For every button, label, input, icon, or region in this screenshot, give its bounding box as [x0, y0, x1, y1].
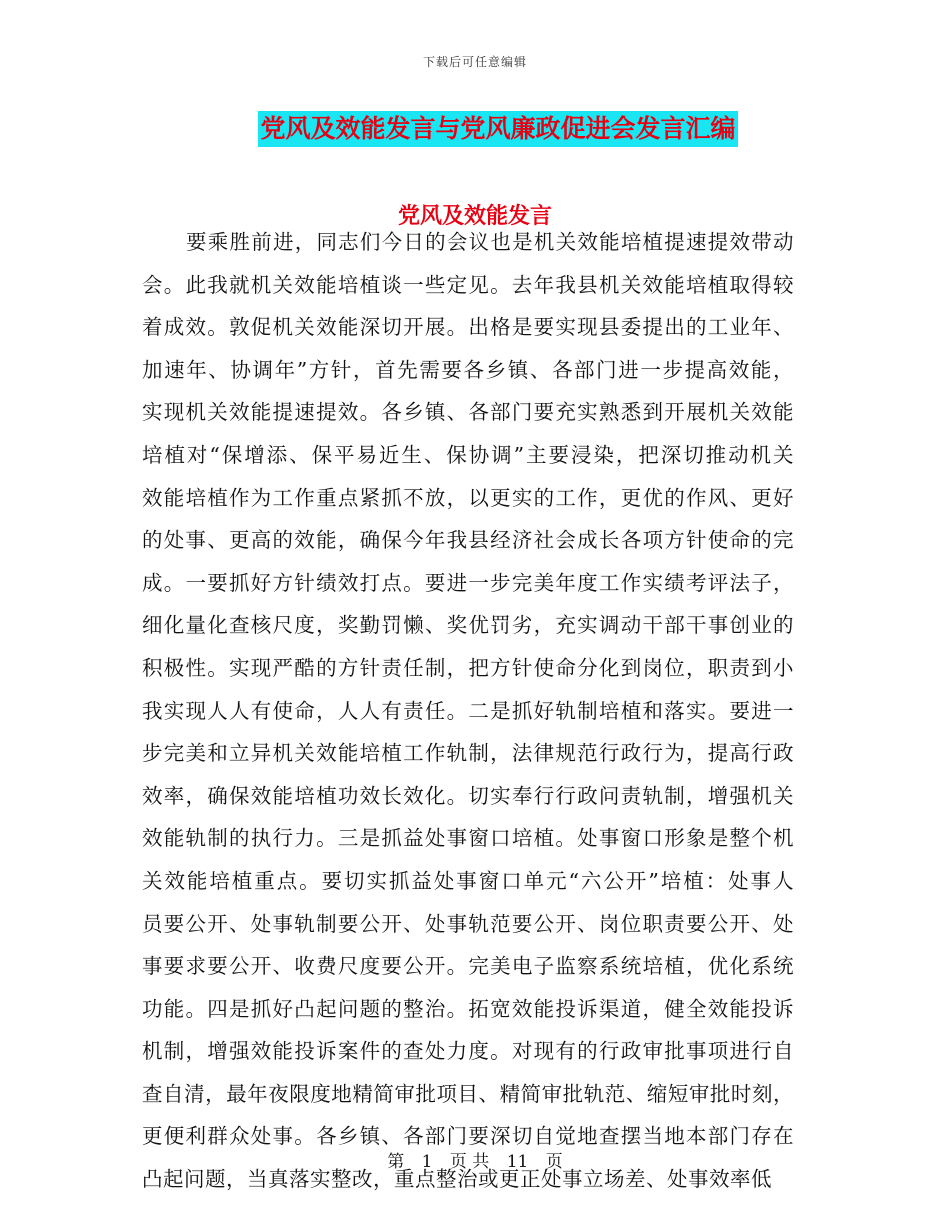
body-line: 的处事、更高的效能，确保今年我县经济社会成长各项方针使命的完: [142, 528, 794, 553]
body-line: 成。一要抓好方针绩效打点。要进一步完美年度工作实绩考评法子，: [142, 570, 794, 595]
body-line: 积极性。实现严酷的方针责任制，把方针使命分化到岗位，职责到小: [142, 655, 794, 680]
body-line: 功能。四是抓好凸起问题的整治。拓宽效能投诉渠道，健全效能投诉: [142, 996, 794, 1021]
footer-total-pages: 11: [506, 1152, 529, 1172]
body-line: 事要求要公开、收费尺度要公开。完美电子监察系统培植，优化系统: [142, 954, 794, 979]
body-line: 机制，增强效能投诉案件的查处力度。对现有的行政审批事项进行自: [142, 1039, 794, 1064]
body-line: 查自清，最年夜限度地精简审批项目、精简审批轨范、缩短审批时刻，: [142, 1081, 794, 1106]
footer-middle: 页 共: [449, 1152, 490, 1172]
body-line: 细化量化查核尺度，奖勤罚懒、奖优罚劣，充实调动干部干事创业的: [142, 613, 794, 638]
body-line: 培植对“保增添、保平易近生、保协调”主要浸染，把深切推动机关: [142, 442, 794, 467]
page-footer: [0, 1147, 950, 1172]
document-title: 党风及效能发言与党风廉政促进会发言汇编: [258, 111, 737, 147]
body-line: 要乘胜前进，同志们今日的会议也是机关效能培植提速提效带动: [186, 230, 794, 254]
body-line: 步完美和立异机关效能培植工作轨制，法律规范行政行为，提高行政: [142, 741, 794, 766]
body-line: 效能培植作为工作重点紧抓不放，以更实的工作，更优的作风、更好: [142, 485, 794, 510]
body-line: 效率，确保效能培植功效长效化。切实奉行行政问责轨制，增强机关: [142, 783, 794, 808]
body-line: 会。此我就机关效能培植谈一些定见。去年我县机关效能培植取得较: [142, 272, 794, 297]
document-title-container: [0, 111, 950, 147]
body-line: 效能轨制的执行力。三是抓益处事窗口培植。处事窗口形象是整个机: [142, 826, 794, 851]
body-line: 更便利群众处事。各乡镇、各部门要深切自觉地查摆当地本部门存在: [142, 1124, 794, 1149]
body-line: 我实现人人有使命，人人有责任。二是抓好轨制培植和落实。要进一: [142, 698, 794, 723]
footer-page-number: 1: [421, 1152, 433, 1172]
footer-prefix: 第: [387, 1152, 405, 1172]
header-note: 下载后可任意编辑: [422, 55, 527, 69]
body-line: 着成效。敦促机关效能深切开展。出格是要实现县委提出的工业年、: [142, 315, 794, 340]
body-line: 关效能培植重点。要切实抓益处事窗口单元“六公开”培植：处事人: [142, 868, 794, 893]
body-line: 加速年、协调年”方针，首先需要各乡镇、各部门进一步提高效能，: [142, 357, 794, 382]
body-line: 凸起问题，当真落实整改，重点整治或更正处事立场差、处事效率低: [142, 1167, 772, 1192]
footer-suffix: 页: [545, 1152, 563, 1172]
body-line: 实现机关效能提速提效。各乡镇、各部门要充实熟悉到开展机关效能: [142, 400, 794, 425]
body-text: [142, 221, 794, 1201]
section-title: 党风及效能发言: [397, 203, 552, 229]
body-line: 员要公开、处事轨制要公开、处事轨范要公开、岗位职责要公开、处: [142, 911, 794, 936]
